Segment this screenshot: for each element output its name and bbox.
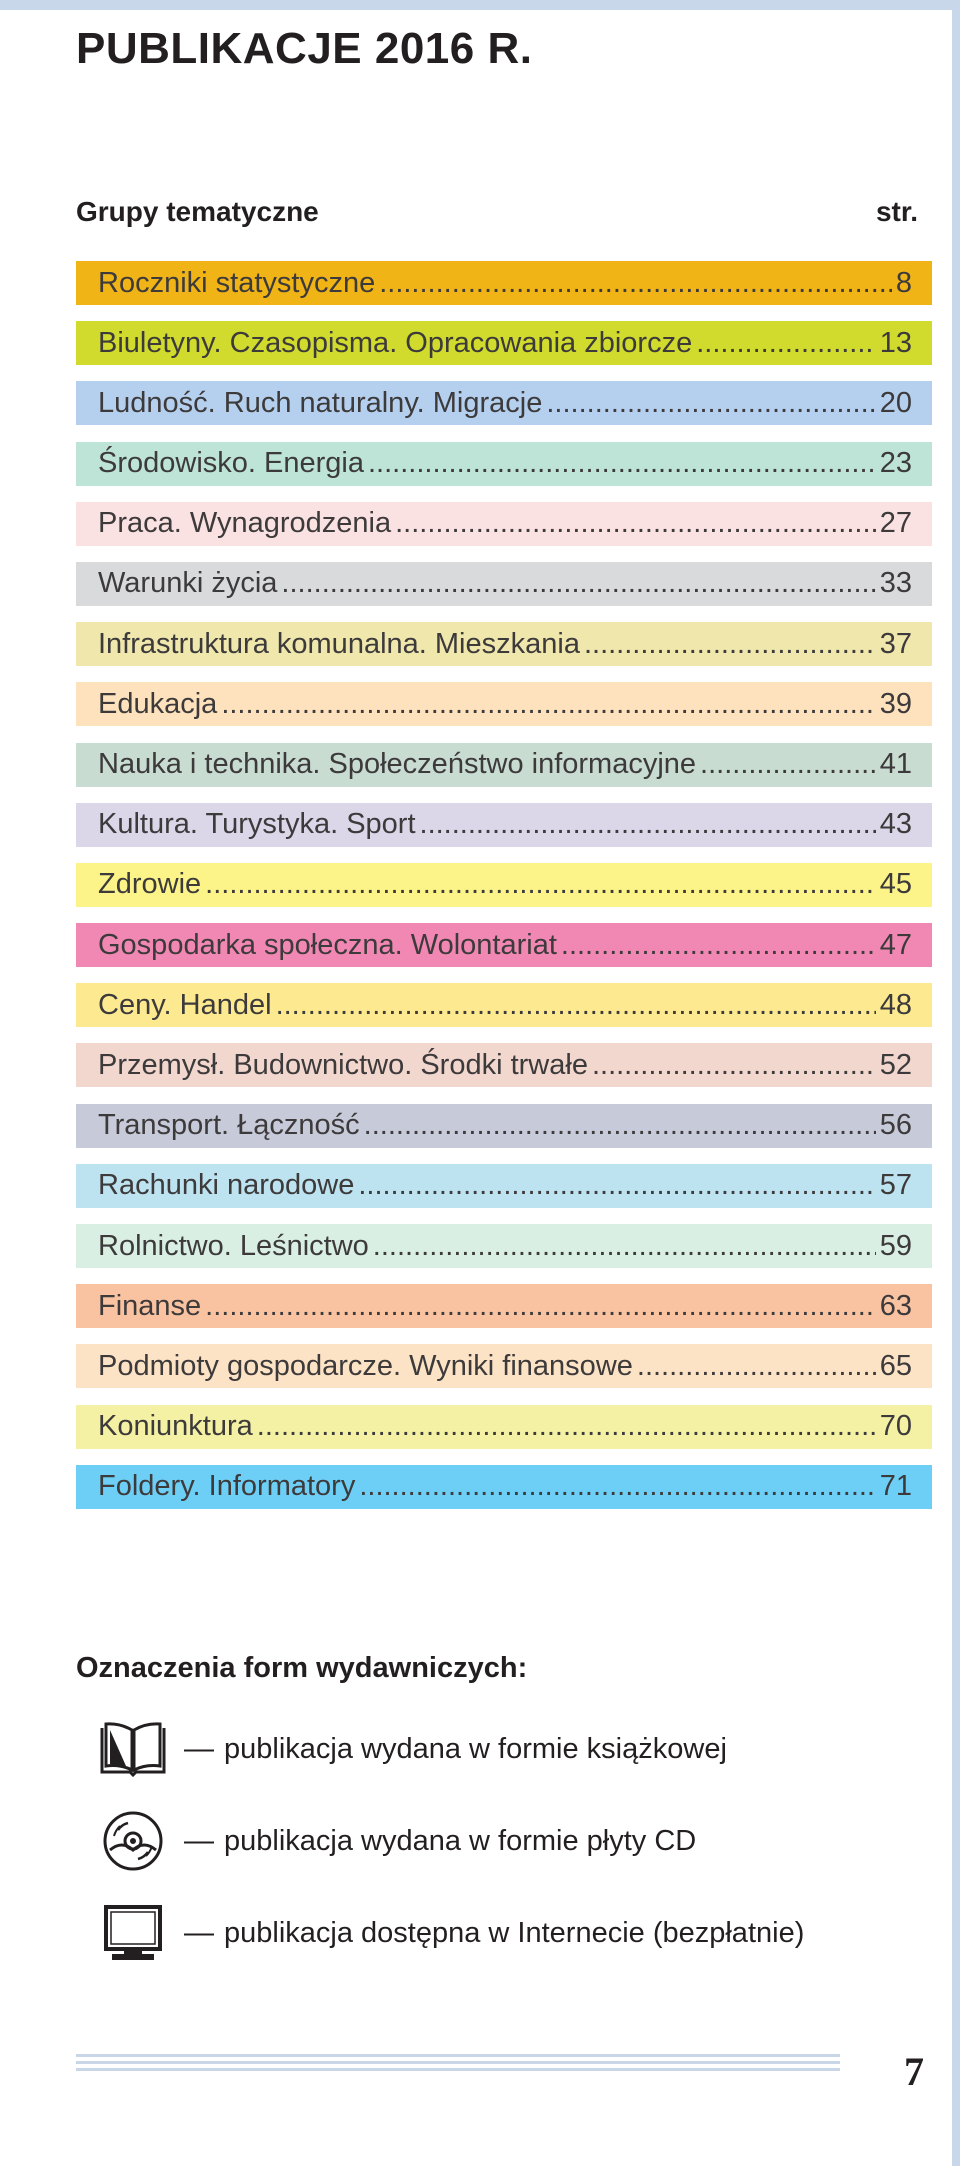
toc-row[interactable] (76, 261, 932, 305)
toc-row-label: Edukacja (98, 687, 218, 720)
toc-row[interactable] (76, 1405, 932, 1449)
toc-row-leader (546, 387, 875, 420)
toc-row[interactable] (76, 381, 932, 425)
toc-row-leader (584, 628, 876, 661)
toc-row-leader (257, 1410, 876, 1443)
toc-row[interactable] (76, 863, 932, 907)
book-icon (96, 1717, 170, 1781)
toc-row-label: Foldery. Informatory (98, 1470, 356, 1503)
top-decorative-strip (0, 0, 960, 10)
toc-row-page: 41 (879, 748, 912, 780)
legend-text: publikacja dostępna w Internecie (bezpłatnie) (224, 1916, 805, 1949)
toc-row[interactable] (76, 502, 932, 546)
toc-row-page: 23 (879, 447, 912, 480)
toc-row[interactable] (76, 1284, 932, 1328)
legend-dash: — (184, 1824, 214, 1857)
toc-row-page: 37 (879, 627, 912, 660)
toc-row-page: 56 (879, 1109, 912, 1142)
toc-row-page: 20 (879, 386, 912, 419)
toc-row-page: 8 (895, 266, 912, 299)
toc-row-page: 47 (879, 928, 912, 961)
toc-row-leader (395, 507, 876, 540)
toc-row-page: 70 (879, 1410, 912, 1443)
toc-row-page: 27 (879, 507, 912, 540)
toc-row-page: 52 (879, 1048, 912, 1081)
footer-decorative-lines (76, 2054, 840, 2080)
legend-item-internet (96, 1898, 896, 1968)
toc-row-leader (420, 808, 876, 841)
toc-row-label: Środowisko. Energia (98, 447, 364, 480)
toc-row-label: Finanse (98, 1289, 202, 1322)
toc-row[interactable] (76, 622, 932, 666)
toc-row-leader (700, 748, 876, 781)
toc-row-label: Rachunki narodowe (98, 1169, 355, 1202)
toc-row-page: 43 (879, 808, 912, 841)
toc-row-leader (364, 1109, 876, 1142)
toc-row-leader (592, 1049, 876, 1082)
toc-row-page: 48 (879, 988, 912, 1021)
toc-row-leader (221, 688, 875, 721)
toc-row-leader (379, 267, 892, 300)
toc-row-label: Transport. Łączność (98, 1109, 360, 1142)
page-number: 7 (904, 2049, 924, 2094)
toc-row-label: Rolnictwo. Leśnictwo (98, 1229, 369, 1262)
toc-row[interactable] (76, 1465, 932, 1509)
toc-row-leader (368, 447, 876, 480)
toc-row[interactable] (76, 1104, 932, 1148)
toc-row-page: 65 (879, 1349, 912, 1382)
toc-row-label: Nauka i technika. Społeczeństwo informacyjne (98, 748, 697, 780)
toc-row-leader (276, 989, 876, 1022)
toc-row-page: 13 (879, 326, 912, 359)
toc-header-page: str. (875, 196, 918, 227)
toc-row[interactable] (76, 803, 932, 847)
legend-text: publikacja wydana w formie książkowej (224, 1732, 727, 1765)
toc-row[interactable] (76, 562, 932, 606)
cd-icon (96, 1809, 170, 1873)
toc-row-leader (358, 1169, 875, 1202)
legend-item-cd (96, 1806, 896, 1876)
toc-row-label: Gospodarka społeczna. Wolontariat (98, 928, 557, 961)
toc-row-leader (359, 1470, 875, 1503)
toc-row-leader (205, 1290, 876, 1323)
legend-title: Oznaczenia form wydawniczych: (76, 1652, 528, 1684)
toc-row-leader (281, 567, 875, 600)
legend-item-book (96, 1714, 896, 1784)
toc-list (76, 261, 932, 1525)
toc-row[interactable] (76, 923, 932, 967)
toc-row[interactable] (76, 682, 932, 726)
monitor-icon (96, 1901, 170, 1965)
toc-header (76, 196, 918, 228)
toc-row-page: 63 (879, 1289, 912, 1322)
toc-row-leader (696, 327, 876, 360)
toc-row-label: Infrastruktura komunalna. Mieszkania (98, 627, 580, 660)
legend-dash: — (184, 1916, 214, 1949)
toc-row-label: Podmioty gospodarcze. Wyniki finansowe (98, 1349, 633, 1382)
toc-row[interactable] (76, 743, 932, 787)
toc-row[interactable] (76, 442, 932, 486)
toc-header-groups: Grupy tematyczne (76, 196, 319, 227)
toc-row-label: Zdrowie (98, 868, 202, 901)
legend-dash: — (184, 1732, 214, 1765)
toc-row-page: 45 (879, 868, 912, 901)
toc-row-label: Ludność. Ruch naturalny. Migracje (98, 386, 543, 419)
toc-row-label: Warunki życia (98, 567, 278, 600)
toc-row-label: Przemysł. Budownictwo. Środki trwałe (98, 1048, 588, 1081)
toc-row-label: Praca. Wynagrodzenia (98, 507, 392, 540)
toc-row[interactable] (76, 1043, 932, 1087)
toc-row-page: 39 (879, 687, 912, 720)
toc-row-label: Biuletyny. Czasopisma. Opracowania zbiorcze (98, 326, 693, 359)
toc-row-label: Ceny. Handel (98, 988, 272, 1021)
toc-row-leader (637, 1350, 876, 1383)
toc-row-leader (561, 929, 876, 962)
toc-row-leader (373, 1230, 876, 1263)
toc-row-page: 71 (879, 1470, 912, 1503)
toc-row-label: Kultura. Turystyka. Sport (98, 808, 416, 841)
legend-text: publikacja wydana w formie płyty CD (224, 1824, 697, 1857)
right-decorative-strip (952, 0, 960, 2166)
toc-row-page: 59 (879, 1229, 912, 1262)
toc-row[interactable] (76, 1344, 932, 1388)
toc-row-leader (205, 868, 876, 901)
toc-row[interactable] (76, 1224, 932, 1268)
toc-row[interactable] (76, 983, 932, 1027)
toc-row-label: Koniunktura (98, 1410, 253, 1443)
toc-row-page: 33 (879, 567, 912, 600)
toc-row-label: Roczniki statystyczne (98, 266, 376, 299)
page-title: PUBLIKACJE 2016 R. (76, 24, 533, 73)
toc-row[interactable] (76, 321, 932, 365)
toc-row-page: 57 (879, 1169, 912, 1202)
toc-row[interactable] (76, 1164, 932, 1208)
